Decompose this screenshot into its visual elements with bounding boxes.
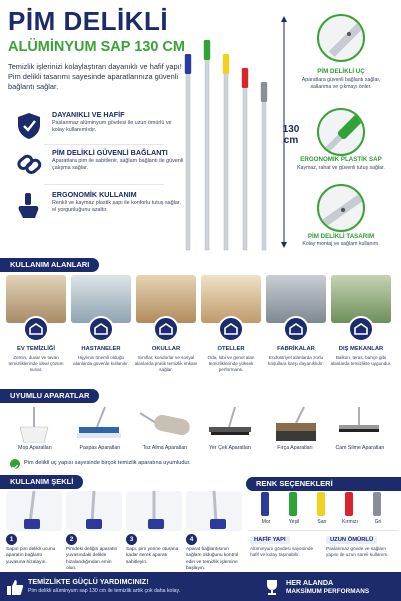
detail-desc: Kaymaz, rahat ve güvenli tutuş sağlar. xyxy=(297,165,385,171)
pin-tip-icon xyxy=(319,16,365,62)
step-desc: Sapı, pim yerine oturana kadar iterek aparatı sabitleyin. xyxy=(126,547,179,565)
thumbs-up-icon xyxy=(6,578,24,596)
feature-title: DAYANIKLI VE HAFİF xyxy=(52,110,125,119)
grip-icon xyxy=(319,110,365,156)
stick-grip xyxy=(261,82,267,102)
stick-grip xyxy=(185,54,191,74)
step-number: 4 xyxy=(186,534,197,545)
feature-title: PİM DELİKLİ GÜVENLİ BAĞLANTI xyxy=(52,148,168,157)
shield-check-icon xyxy=(16,112,42,140)
hotel-icon xyxy=(218,316,244,342)
step-image xyxy=(186,491,242,531)
hand-grip-icon xyxy=(16,192,42,220)
footer-right-line2: MAKSİMUM PERFORMANS xyxy=(286,588,370,595)
detail-circle-design xyxy=(317,184,365,232)
stick-grip xyxy=(242,68,248,88)
footer-right-line1: HER ALANDA xyxy=(286,578,334,587)
color-name: Mor xyxy=(261,519,271,525)
page-subtitle: ALÜMİNYUM SAP 130 CM xyxy=(8,39,185,55)
colors-banner: RENK SEÇENEKLERİ xyxy=(246,477,401,491)
usage-desc: Sınıflar, koridorlar ve sosyal alanlarda pratik temizlik imkanı sağlar. xyxy=(134,355,198,372)
badge-lightweight xyxy=(250,534,322,570)
outdoor-icon xyxy=(348,316,374,342)
detail-title: ERGONOMİK PLASTİK SAP xyxy=(300,156,382,163)
badge-desc: Paslanmaz gövde ve sağlam yapısı ile uzun süreli kullanım. xyxy=(326,546,389,557)
badge-desc: Alüminyum gövdesi sayesinde hafif ve kolay taşınabilir. xyxy=(250,546,314,557)
color-swatch[interactable] xyxy=(317,492,325,516)
color-name: Kırmızı xyxy=(342,519,358,525)
step-image xyxy=(66,491,122,531)
detail-title: PİM DELİKLİ UÇ xyxy=(317,68,365,75)
feature-desc: Aparatlara pim ile sabitlenir, sağlam bağlantı ile güvenli çalışma sağlar. xyxy=(52,158,184,172)
feature-pin-connection xyxy=(8,148,184,192)
usage-title: HASTANELER xyxy=(81,346,121,352)
stick-pole xyxy=(243,84,247,250)
footer-left-title: TEMİZLİKTE GÜÇLÜ YARDIMCINIZ! xyxy=(28,577,149,586)
color-name: Yeşil xyxy=(288,519,300,525)
usage-desc: Balkon, teras, bahçe gibi alanlarda temizlikte uygundur. xyxy=(330,355,392,366)
step-desc: Pimdeki deliğin aparatın yuvasındaki delikle hizalandığından emin olun. xyxy=(66,547,118,571)
stick-pole xyxy=(186,70,190,250)
color-swatch[interactable] xyxy=(261,492,269,516)
stick-grip xyxy=(223,54,229,74)
color-name: Gri xyxy=(374,519,382,525)
step-image xyxy=(6,491,62,531)
color-name: Sarı xyxy=(317,519,327,525)
usage-desc: Endüstriyel alanlarda zorlu koşullara karşı dayanıklıdır. xyxy=(268,355,324,366)
feature-desc: Paslanmaz alüminyum gövdesi ile uzun ömürlü ve kolay kullanımlıdır. xyxy=(52,120,172,134)
usage-desc: Oda, lobi ve genel alan temizliklerinde yüksek performans. xyxy=(207,355,255,372)
step-image xyxy=(126,491,182,531)
divider xyxy=(44,184,164,185)
trophy-icon xyxy=(263,578,281,596)
howto-banner: KULLANIM ŞEKLİ xyxy=(0,475,83,489)
home-icon xyxy=(23,316,49,342)
usage-title: FABRİKALAR xyxy=(277,346,315,352)
usage-title: OKULLAR xyxy=(151,346,181,352)
detail-circle-grip xyxy=(317,108,365,156)
detail-desc: Aparatlara güvenli bağlantı sağlar, sallanma ve çıkmayı önler. xyxy=(301,77,381,90)
step-number: 2 xyxy=(66,534,77,545)
stick-grip xyxy=(204,40,210,60)
detail-circle-pin-tip xyxy=(317,14,365,62)
detail-title: PİM DELİKLİ TASARIM xyxy=(307,233,375,240)
usage-title: OTELLER xyxy=(217,346,245,352)
squeegee-icon xyxy=(199,405,261,443)
flat-mop-icon xyxy=(69,405,131,443)
intro-text: Temizlik işlerinizi kolaylaştıran dayanıklı ve hafif yapı! Pim delikli tasarımı sayesinde aparatlarınıza güvenli bağlantı sağlar. xyxy=(8,62,182,91)
divider xyxy=(248,530,398,531)
page-title: PİM DELİKLİ xyxy=(8,6,169,36)
product-sticks-image xyxy=(180,36,280,252)
usage-desc: Hijyenin önemli olduğu alanlarda güvenle kullanılır. xyxy=(73,355,129,366)
step-number: 3 xyxy=(126,534,137,545)
usage-title: EV TEMİZLİĞİ xyxy=(16,346,55,352)
step-desc: Sapın pim delikli ucunu aparatın bağlantı yuvasına hizalayın. xyxy=(6,547,56,565)
stick-pole xyxy=(205,56,209,250)
apparatus-note: Pim delikli uç yapısı sayesinde birçok temizlik aparatına uyumludur. xyxy=(24,460,191,466)
divider xyxy=(44,144,164,145)
apparatus-label: Toz Alma Aparatları xyxy=(142,445,188,451)
step-number: 1 xyxy=(6,534,17,545)
feature-desc: Renkli ve kaymaz plastik sapı ile konforlu tutuş sağlar, el yorgunluğunu azaltır. xyxy=(52,200,181,214)
badge-title: HAFİF YAPI xyxy=(250,536,290,544)
badge-durable xyxy=(326,534,398,570)
badge-title: UZUN ÖMÜRLÜ xyxy=(326,536,377,544)
apparatus-banner: UYUMLU APARATLAR xyxy=(0,389,99,403)
apparatus-label: Cam Silme Aparatları xyxy=(335,445,385,451)
duster-icon xyxy=(134,405,196,443)
apparatus-label: Paspas Aparatları xyxy=(79,445,121,451)
link-icon xyxy=(16,150,42,178)
footer-left-desc: Pim delikli alüminyum sap 130 cm ile temizlik artık çok daha kolay. xyxy=(28,588,181,594)
usage-title: DIŞ MEKANLAR xyxy=(338,346,384,352)
dimension-label: 130 cm xyxy=(282,124,300,146)
usage-desc: Zemin, duvar ve tavan temizliklerinde ideal çözüm sunar. xyxy=(8,355,64,372)
step-desc: Aparat bağlantısının sağlam olduğunu kontrol edin ve temizlik işlemine başlayın. xyxy=(186,547,239,571)
window-wiper-icon xyxy=(329,405,391,443)
detail-desc: Kolay montaj ve sağlam kullanım. xyxy=(302,241,380,247)
apparatus-label: Fırça Aparatları xyxy=(277,445,313,451)
stick-pole xyxy=(224,70,228,250)
factory-icon xyxy=(283,316,309,342)
check-icon xyxy=(10,459,20,469)
feature-title: ERGONOMİK KULLANIM xyxy=(52,190,137,199)
pin-hole-icon xyxy=(319,186,365,232)
color-swatch[interactable] xyxy=(289,492,297,516)
footer-banner xyxy=(0,572,401,601)
mop-icon xyxy=(4,405,66,443)
usage-banner: KULLANIM ALANLARI xyxy=(0,258,99,272)
stick-pole xyxy=(262,98,266,250)
school-icon xyxy=(153,316,179,342)
brush-icon xyxy=(264,405,326,443)
hospital-icon xyxy=(88,316,114,342)
feature-ergonomic xyxy=(8,190,184,234)
apparatus-label: Mop Aparatları xyxy=(18,445,52,451)
color-swatch[interactable] xyxy=(373,492,381,516)
color-swatch[interactable] xyxy=(345,492,353,516)
apparatus-label: Yer Çek Aparatları xyxy=(209,445,251,451)
